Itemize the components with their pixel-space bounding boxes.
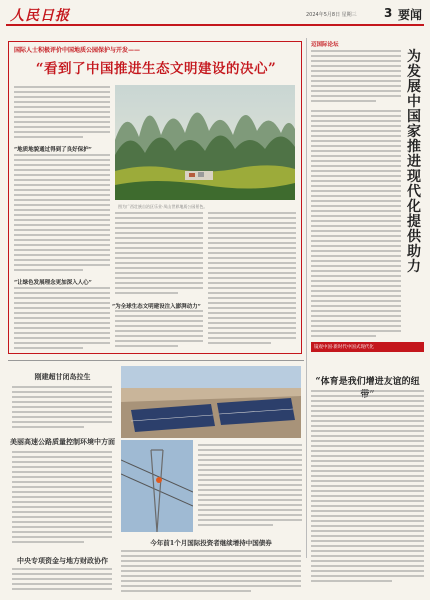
- karst-landscape-photo: [115, 85, 295, 200]
- article-text-col-a1: [14, 86, 110, 142]
- left-text-3: [12, 568, 112, 596]
- right-text-col-3: [311, 390, 424, 586]
- left-headline-3: 中央专项资金与地方财政协作: [17, 556, 108, 565]
- article-text-col-a2: [14, 154, 110, 274]
- dateline: 2024年5月8日 星期三: [306, 12, 357, 18]
- left-headline-2: 美丽高速公路质量控制环境中方面: [10, 437, 115, 446]
- middle-text-2: [121, 550, 301, 596]
- middle-text: [198, 444, 302, 532]
- article-text-col-b2: [115, 310, 203, 350]
- section-banner: 镜观中国·新时代中国式现代化: [311, 342, 424, 352]
- subhead-3: “为全球生态文明建设注入澎湃动力”: [112, 304, 201, 310]
- right-article-headline: “体育是我们增进友谊的纽: [315, 377, 420, 387]
- newspaper-logo: 人民日报: [10, 8, 70, 24]
- article-headline: “看到了中国推进生态文明建设的决心”: [35, 61, 277, 77]
- solar-farm-photo: [121, 366, 301, 438]
- left-text-1: [12, 386, 112, 430]
- section-rule: [8, 360, 304, 361]
- article-text-col-c: [208, 212, 296, 350]
- article-text-col-b1: [115, 212, 203, 298]
- right-text-col-2: [311, 110, 401, 338]
- middle-headline: 今年前1个月国际投资者继续增持中国债券: [150, 539, 272, 547]
- article-kicker: 国际人士积极评价中国地质公园保护与开发——: [14, 47, 141, 54]
- column-divider: [306, 38, 307, 558]
- page-number: 3: [384, 6, 393, 20]
- power-line-worker-photo: [121, 440, 193, 532]
- masthead: [6, 4, 424, 26]
- subhead-2: “让绿色发展理念更加深入人心”: [14, 280, 92, 286]
- section-tag: 迈国际论坛: [311, 42, 339, 48]
- left-headline-1: 刚建超甘闭岛拉生: [34, 372, 91, 381]
- article-text-col-a3: [14, 287, 110, 351]
- left-text-2: [12, 451, 112, 547]
- photo-caption: 图为广西壮族自治区乐业-凤山世界地质公园景色。: [118, 204, 208, 209]
- right-text-col-1: [311, 50, 401, 105]
- page-name: 要闻: [398, 8, 423, 22]
- vertical-headline: 为发展中国家推进现代化提供助力: [407, 49, 421, 275]
- subhead-1: “地质地貌通过得到了良好保护”: [14, 147, 92, 153]
